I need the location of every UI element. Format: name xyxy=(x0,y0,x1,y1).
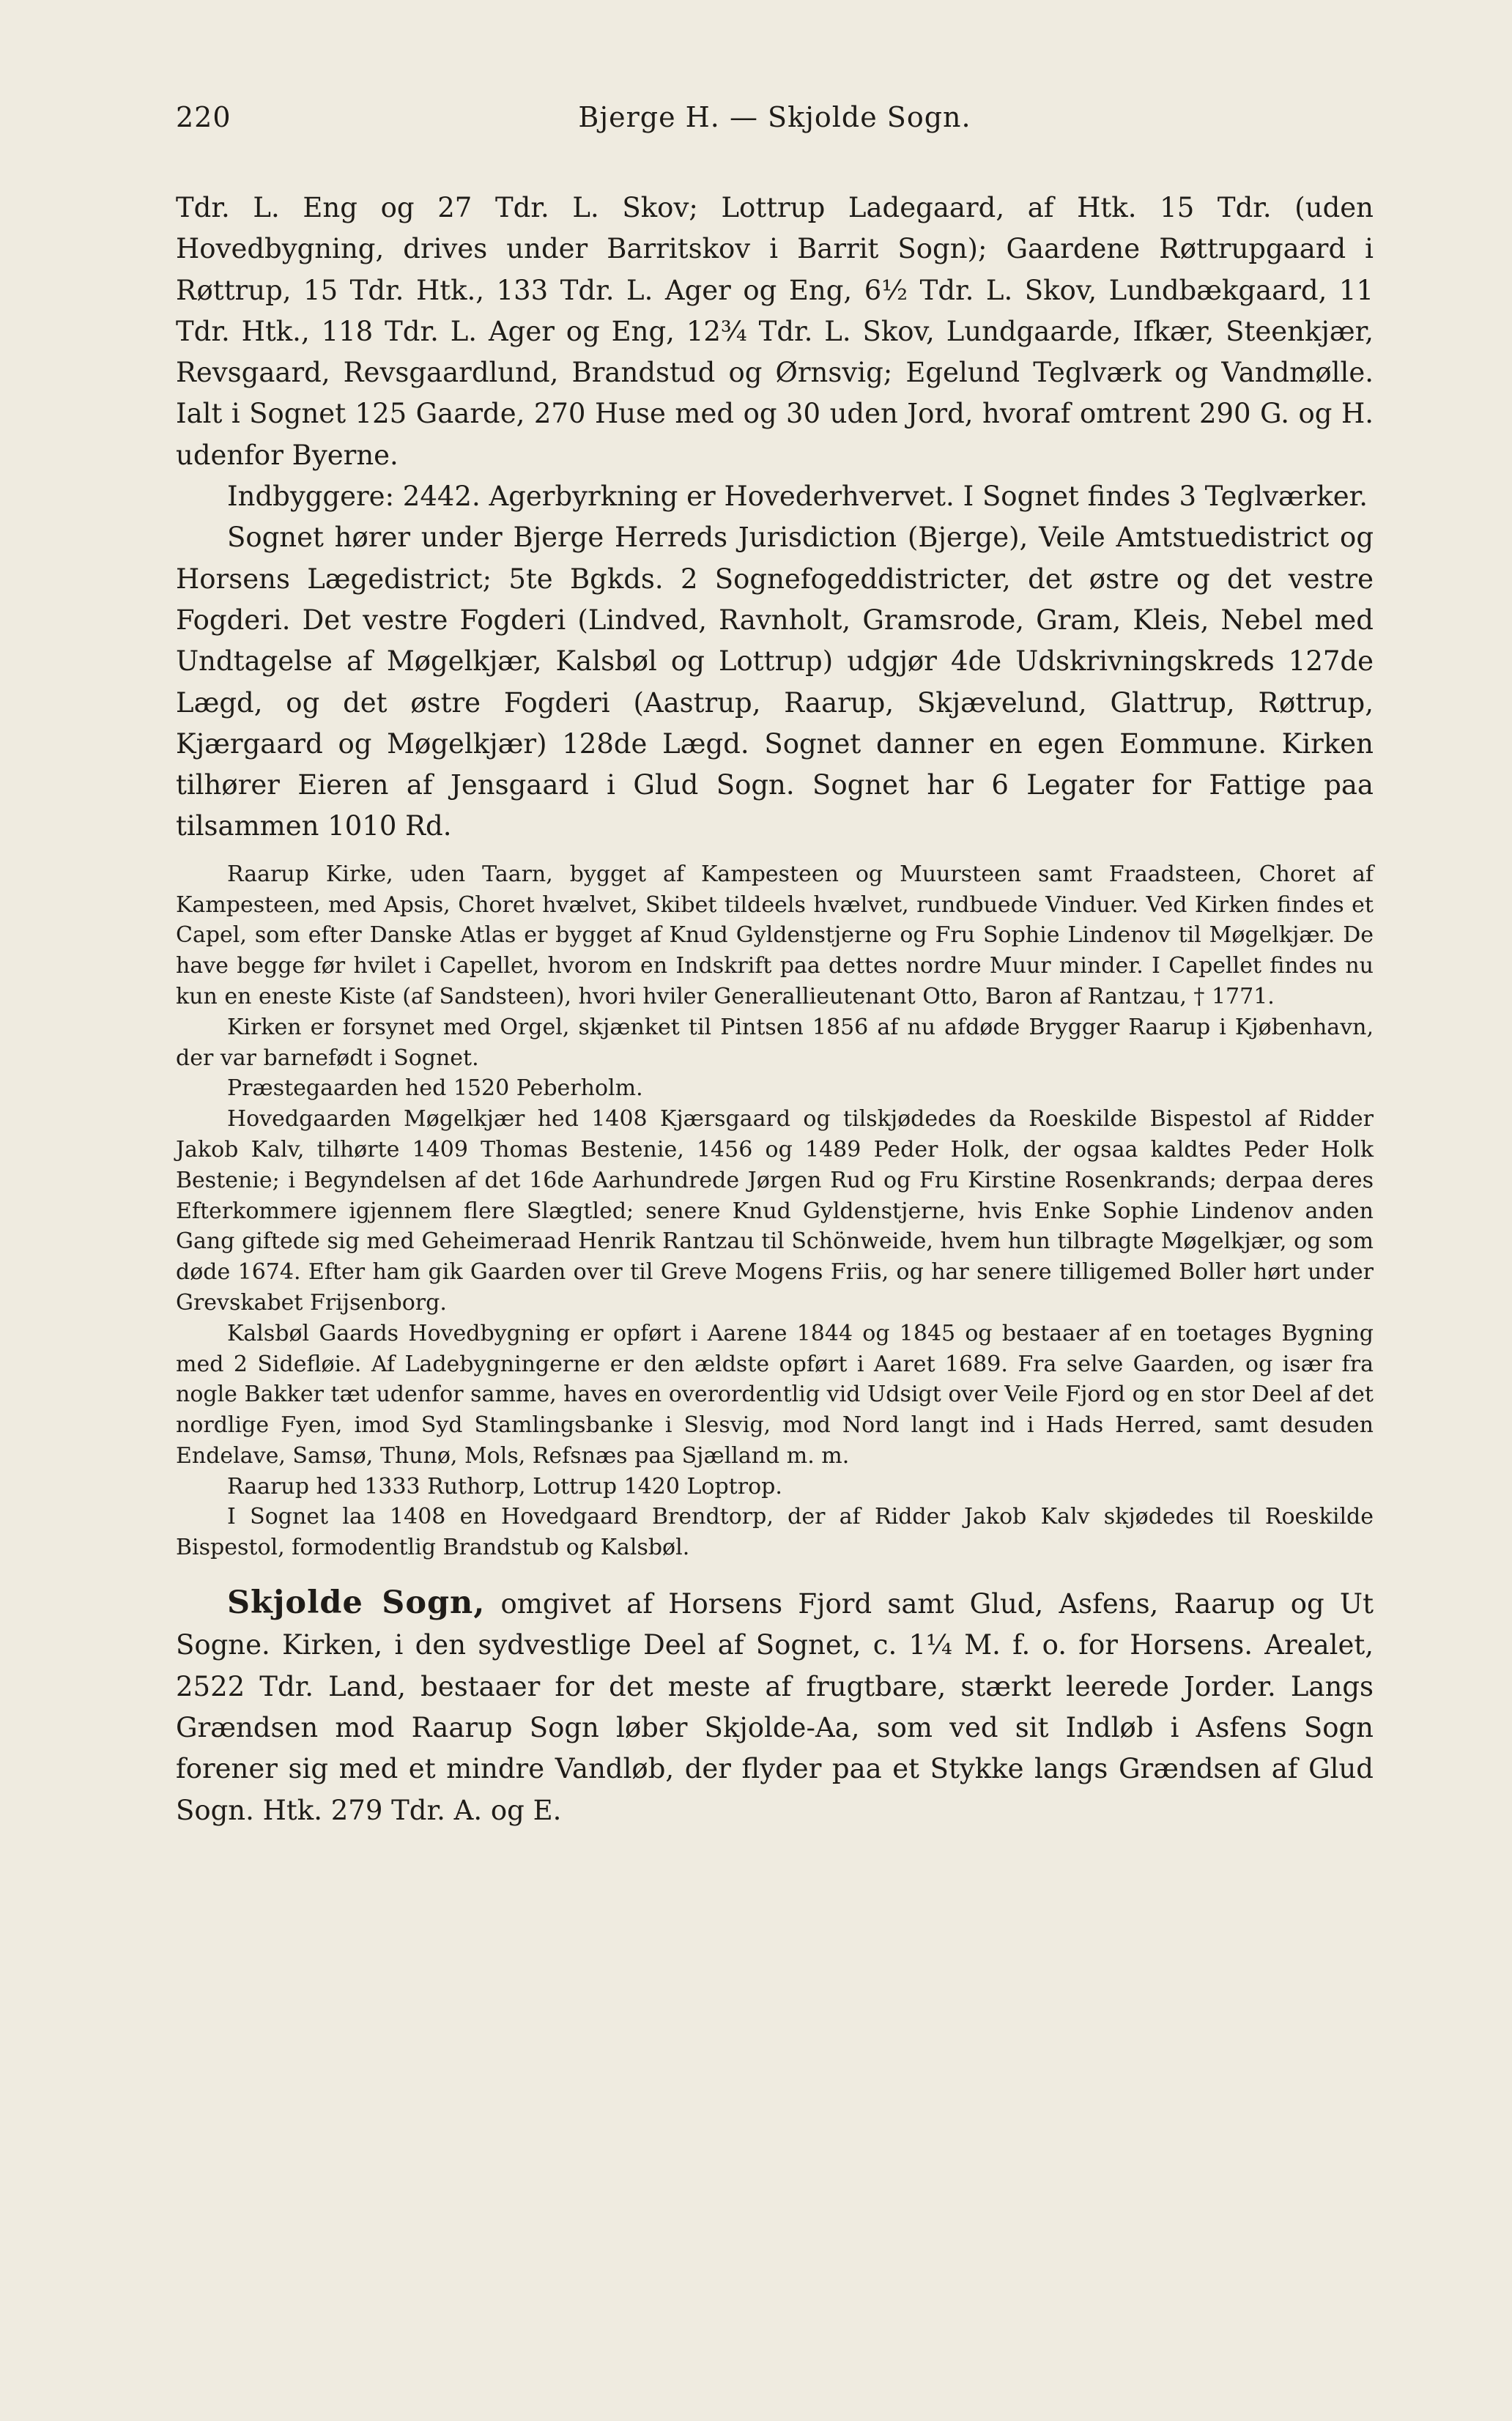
section-title: Skjolde Sogn, xyxy=(227,1584,486,1622)
page-header xyxy=(176,101,1374,145)
note-paragraph: Raarup Kirke, uden Taarn, bygget af Kampesteen og Muursteen samt Fraadsteen, Choret af Kampesteen, med Apsis, Choret hvælvet, Skibet tildeels hvælvet, rundbuede Vinduer. Ved Kirken findes et Capel, som efter Danske Atlas er bygget af Knud Gyldenstjerne og Fru Sophie Lindenov til Møgelkjær. De have begge før hvilet i Capellet, hvorom en Indskrift paa dettes nordre Muur minder. I Capellet findes nu kun en eneste Kiste (af Sandsteen), hvori hviler Generallieutenant Otto, Baron af Rantzau, † 1771. xyxy=(176,861,1374,1009)
body-paragraph: Tdr. L. Eng og 27 Tdr. L. Skov; Lottrup Ladegaard, af Htk. 15 Tdr. (uden Hovedbygning, drives under Barritskov i Barrit Sogn); Gaardene Røttrupgaard i Røttrup, 15 Tdr. Htk., 133 Tdr. L. Ager og Eng, 6½ Tdr. L. Skov, Lundbækgaard, 11 Tdr. Htk., 118 Tdr. L. Ager og Eng, 12¾ Tdr. L. Skov, Lundgaarde, Ifkær, Steenkjær, Revsgaard, Revsgaardlund, Brandstud og Ørnsvig; Egelund Teglværk og Vandmølle. Ialt i Sognet 125 Gaarde, 270 Huse med og 30 uden Jord, hvoraf omtrent 290 G. og H. udenfor Byerne. xyxy=(176,192,1374,471)
section-text: omgivet af Horsens Fjord samt Glud, Asfens, Raarup og Ut Sogne. Kirken, i den sydvestlige Deel af Sognet, c. 1¼ M. f. o. for Horsens. Arealet, 2522 Tdr. Land, bestaaer for det meste af frugtbare, stærkt leerede Jorder. Langs Grændsen mod Raarup Sogn løber Skjolde-Aa, som ved sit Indløb i Asfens Sogn forener sig med et mindre Vandløb, der flyder paa et Stykke langs Grændsen af Glud Sogn. Htk. 279 Tdr. A. og E. xyxy=(176,1588,1374,1826)
note-paragraph: Præstegaarden hed 1520 Peberholm. xyxy=(227,1075,643,1102)
note-paragraph: Hovedgaarden Møgelkjær hed 1408 Kjærsgaard og tilskjødedes da Roeskilde Bispestol af Ridder Jakob Kalv, tilhørte 1409 Thomas Bestenie, 1456 og 1489 Peder Holk, der ogsaa kaldtes Peder Holk Bestenie; i Begyndelsen af det 16de Aarhundrede Jørgen Rud og Fru Kirstine Rosenkrands; derpaa deres Efterkommere igjennem flere Slægtled; senere Knud Gyldenstjerne, hvis Enke Sophie Lindenov anden Gang giftede sig med Geheimeraad Henrik Rantzau til Schönweide, hvem hun tilbragte Møgelkjær, og som døde 1674. Efter ham gik Gaarden over til Greve Mogens Friis, og har senere tilligemed Boller hørt under Grevskabet Frijsenborg. xyxy=(176,1106,1374,1316)
section-skjolde-sogn xyxy=(176,1582,1374,1831)
note-paragraph: Raarup hed 1333 Ruthorp, Lottrup 1420 Loptrop. xyxy=(227,1473,782,1499)
page-number: 220 xyxy=(176,101,231,133)
page-body xyxy=(176,188,1374,1831)
note-paragraph: Kirken er forsynet med Orgel, skjænket til Pintsen 1856 af nu afdøde Brygger Raarup i Kjøbenhavn, der var barnefødt i Sognet. xyxy=(176,1014,1374,1071)
note-paragraph: Kalsbøl Gaards Hovedbygning er opført i Aarene 1844 og 1845 og bestaaer af en toetages Bygning med 2 Sidefløie. Af Ladebygningerne er den ældste opført i Aaret 1689. Fra selve Gaarden, og især fra nogle Bakker tæt udenfor samme, haves en overordentlig vid Udsigt over Veile Fjord og en stor Deel af det nordlige Fyen, imod Syd Stamlingsbanke i Slesvig, mod Nord langt ind i Hads Herred, samt desuden Endelave, Samsø, Thunø, Mols, Refsnæs paa Sjælland m. m. xyxy=(176,1320,1374,1469)
note-paragraph: I Sognet laa 1408 en Hovedgaard Brendtorp, der af Ridder Jakob Kalv skjødedes til Roeskilde Bispestol, formodentlig Brandstub og Kalsbøl. xyxy=(176,1504,1374,1561)
body-paragraph: Indbyggere: 2442. Agerbyrkning er Hovederhvervet. I Sognet findes 3 Teglværker. xyxy=(227,481,1368,513)
section-paragraph xyxy=(176,1582,1374,1831)
running-head: Bjerge H. — Skjolde Sogn. xyxy=(578,101,971,133)
body-paragraph: Sognet hører under Bjerge Herreds Jurisdiction (Bjerge), Veile Amtstuedistrict og Horsens Lægedistrict; 5te Bgkds. 2 Sognefogeddistricter, det østre og det vestre Fogderi. Det vestre Fogderi (Lindved, Ravnholt, Gramsrode, Gram, Kleis, Nebel med Undtagelse af Møgelkjær, Kalsbøl og Lottrup) udgjør 4de Udskrivningskreds 127de Lægd, og det østre Fogderi (Aastrup, Raarup, Skjævelund, Glattrup, Røttrup, Kjærgaard og Møgelkjær) 128de Lægd. Sognet danner en egen Eommune. Kirken tilhører Eieren af Jensgaard i Glud Sogn. Sognet har 6 Legater for Fattige paa tilsammen 1010 Rd. xyxy=(176,522,1374,842)
